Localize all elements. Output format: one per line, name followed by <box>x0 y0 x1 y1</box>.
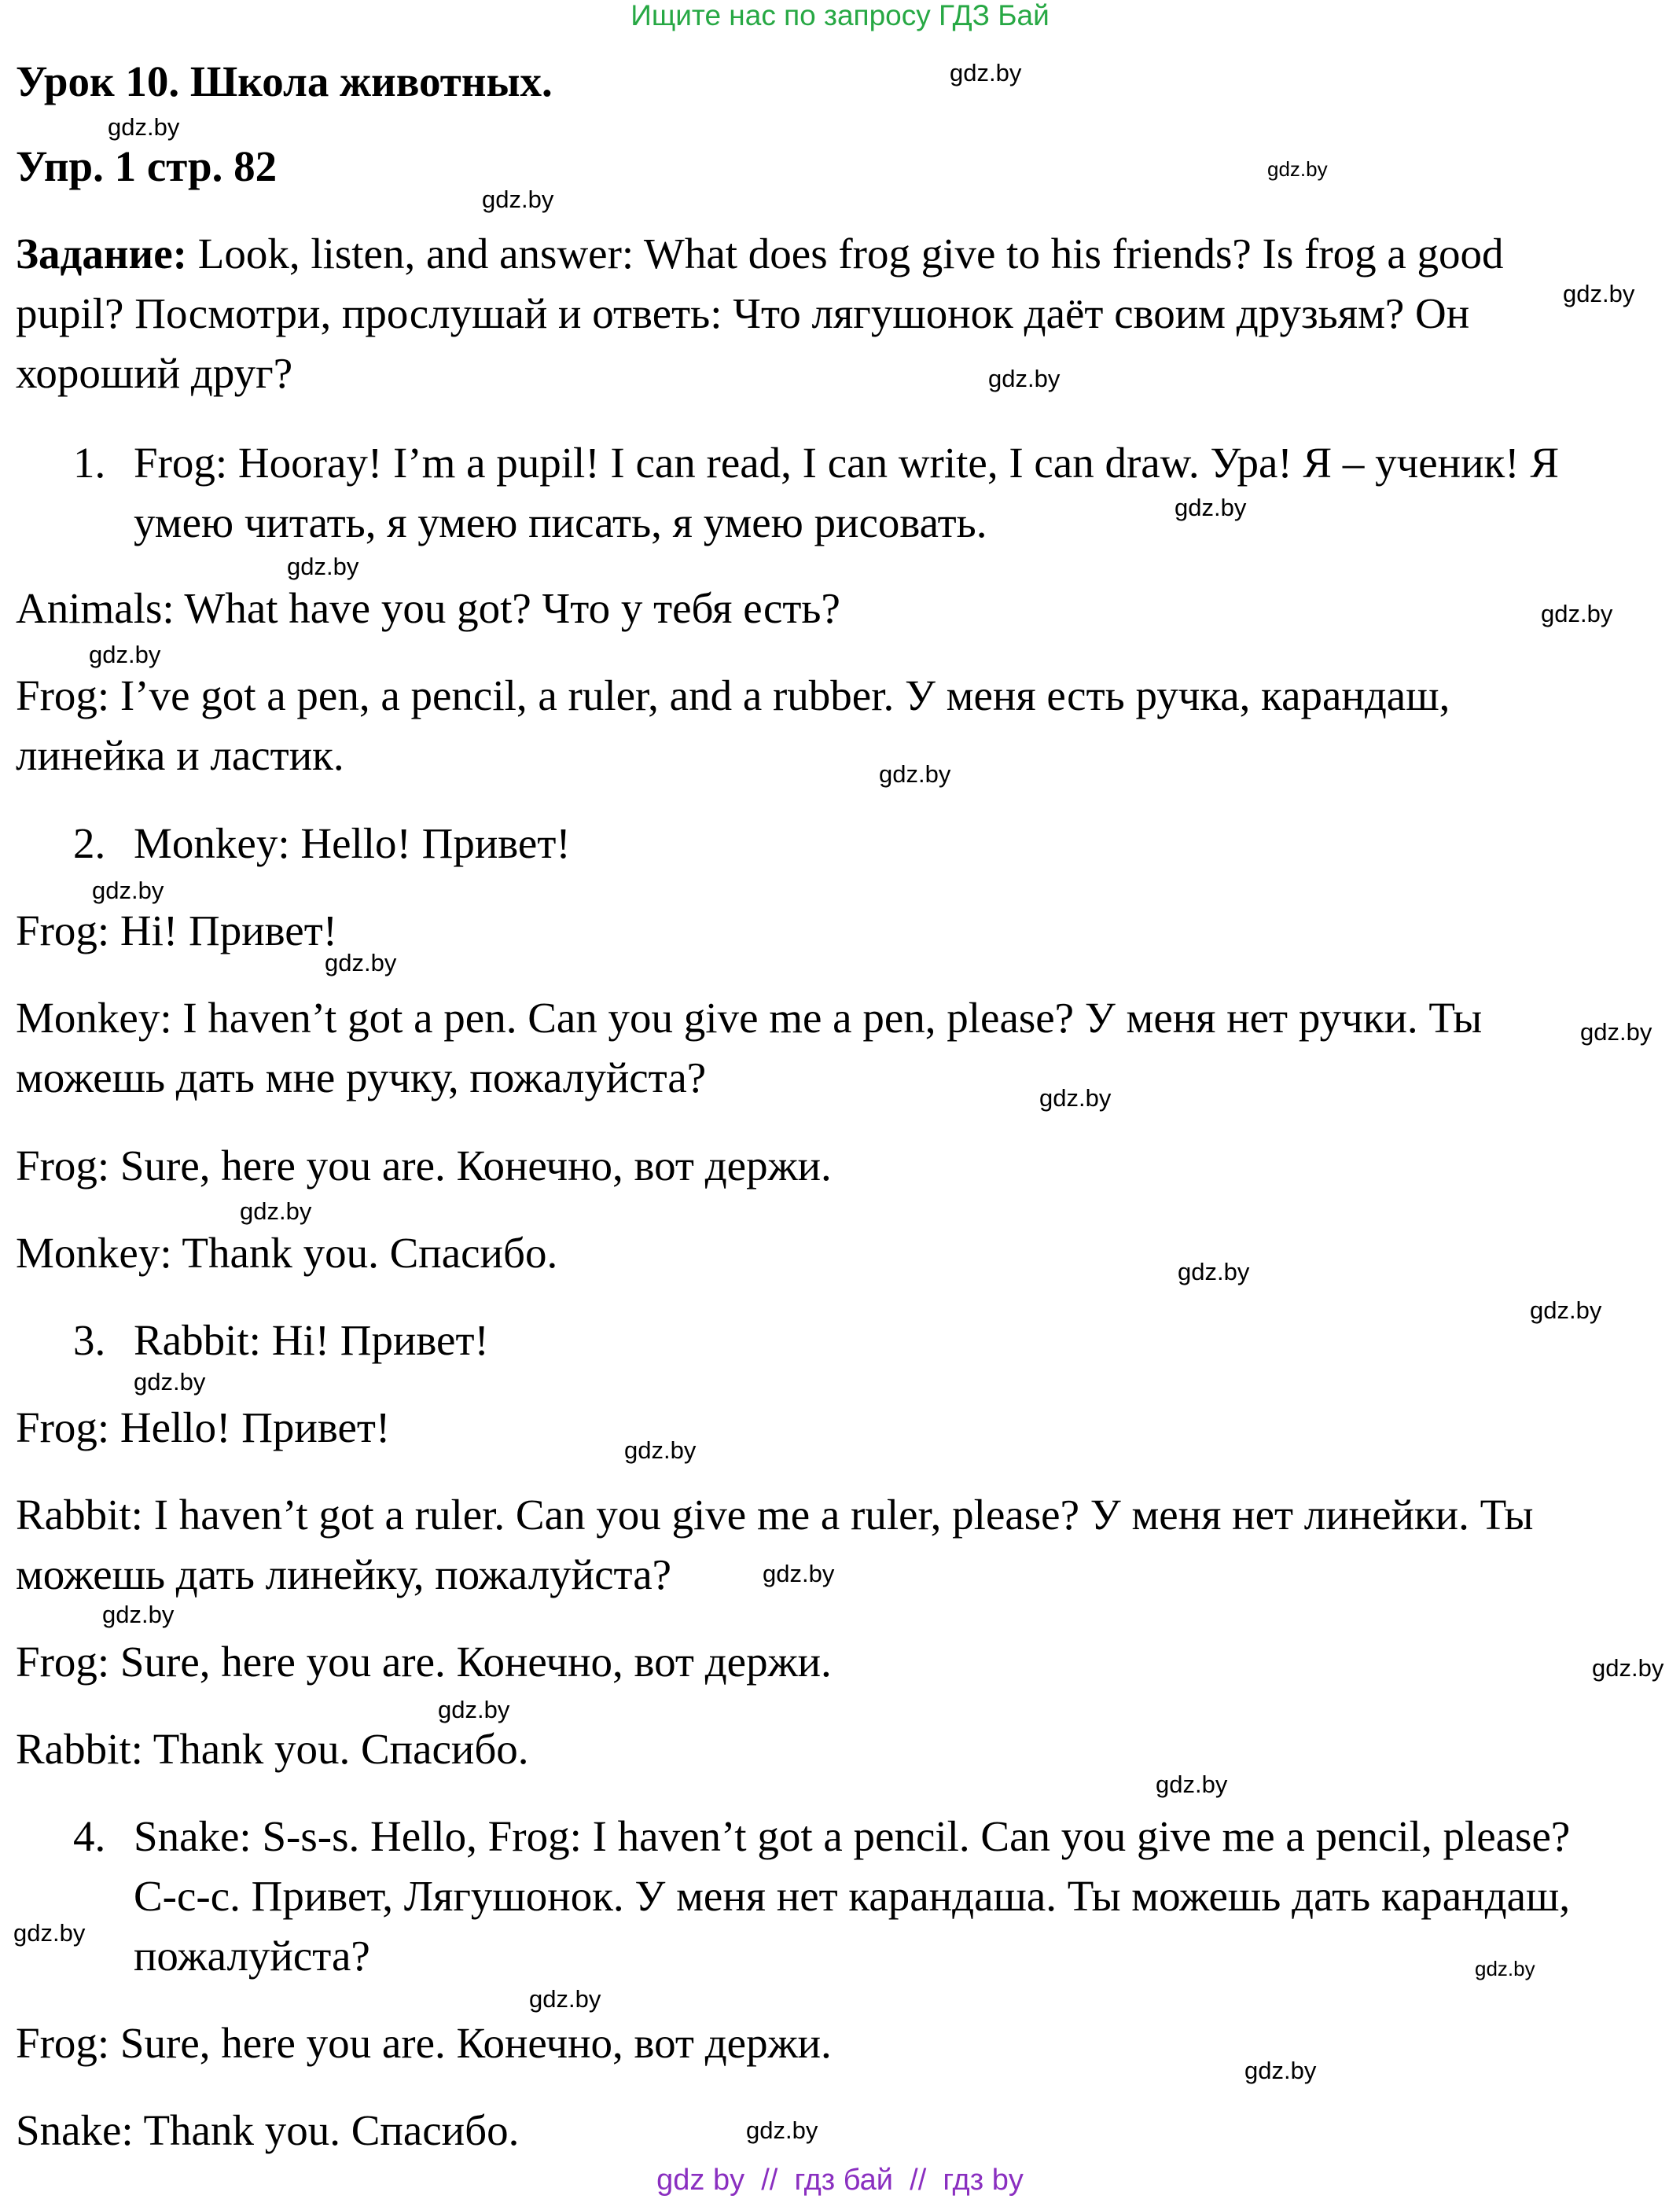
dialogue-number-1: 1. <box>73 439 106 487</box>
watermark: gdz.by <box>134 1368 206 1396</box>
dialogue-4-snake-line-3: пожалуйста? <box>134 1932 370 1980</box>
task-line-1 <box>16 229 1504 279</box>
dialogue-4-frog-give: Frog: Sure, here you are. Конечно, вот держи. <box>16 2019 832 2067</box>
watermark: gdz.by <box>108 113 180 141</box>
dialogue-1-frog-line-2: умею читать, я умею писать, я умею рисовать. <box>134 498 987 546</box>
watermark: gdz.by <box>92 877 164 904</box>
exercise-heading: Упр. 1 стр. 82 <box>16 142 278 190</box>
watermark: gdz.by <box>746 2116 818 2144</box>
watermark: gdz.by <box>13 1919 86 1947</box>
dialogue-2-monkey-request-line-2: можешь дать мне ручку, пожалуйста? <box>16 1054 707 1101</box>
lesson-title: Урок 10. Школа животных. <box>16 57 553 105</box>
watermark: gdz.by <box>950 59 1022 86</box>
watermark: gdz.by <box>1175 494 1247 521</box>
dialogue-3-frog-give: Frog: Sure, here you are. Конечно, вот держи. <box>16 1638 832 1686</box>
dialogue-4-snake-line-2: С-с-с. Привет, Лягушонок. У меня нет карандаша. Ты можешь дать карандаш, <box>134 1872 1571 1920</box>
watermark: gdz.by <box>1244 2057 1317 2084</box>
watermark: gdz.by <box>529 1985 601 2013</box>
dialogue-1-frog-line-1: Frog: Hooray! I’m a pupil! I can read, I can write, I can draw. Ура! Я – ученик! Я <box>134 439 1560 487</box>
watermark: gdz.by <box>1563 280 1635 307</box>
dialogue-2-monkey-request-line-1: Monkey: I haven’t got a pen. Can you give me a pen, please? У меня нет ручки. Ты <box>16 994 1483 1042</box>
watermark: gdz.by <box>1156 1771 1228 1798</box>
watermark: gdz.by <box>438 1696 510 1723</box>
dialogue-2-monkey-thanks: Monkey: Thank you. Спасибо. <box>16 1229 558 1277</box>
watermark: gdz.by <box>879 760 951 788</box>
watermark: gdz.by <box>1475 1957 1535 1980</box>
watermark: gdz.by <box>1267 157 1328 181</box>
bottom-banner-gdz-by: gdz by <box>656 2164 745 2197</box>
watermark: gdz.by <box>624 1436 697 1464</box>
watermark: gdz.by <box>102 1601 175 1628</box>
watermark: gdz.by <box>763 1560 835 1587</box>
dialogue-3-rabbit-request-line-1: Rabbit: I haven’t got a ruler. Can you give me a ruler, please? У меня нет линейки. Ты <box>16 1491 1534 1539</box>
dialogue-number-4: 4. <box>73 1812 106 1860</box>
dialogue-4-snake-thanks: Snake: Thank you. Спасибо. <box>16 2106 520 2154</box>
watermark: gdz.by <box>1592 1654 1664 1682</box>
dialogue-1-animals: Animals: What have you got? Что у тебя есть? <box>16 584 840 632</box>
task-line-2: pupil? Посмотри, прослушай и ответь: Что лягушонок даёт своим друзьям? Он <box>16 289 1470 337</box>
bottom-banner <box>0 2164 1680 2197</box>
bottom-banner-separator: // <box>893 2164 943 2197</box>
dialogue-3-frog: Frog: Hello! Привет! <box>16 1403 391 1451</box>
dialogue-3-rabbit-thanks: Rabbit: Thank you. Спасибо. <box>16 1725 529 1773</box>
watermark: gdz.by <box>988 365 1061 392</box>
watermark: gdz.by <box>1541 600 1613 627</box>
bottom-banner-separator: // <box>744 2164 795 2197</box>
dialogue-3-rabbit: Rabbit: Hi! Привет! <box>134 1316 489 1364</box>
watermark: gdz.by <box>287 553 359 580</box>
task-text-1: Look, listen, and answer: What does frog give to his friends? Is frog a good <box>186 230 1504 278</box>
task-line-3: хороший друг? <box>16 349 293 397</box>
bottom-banner-gdz-bai: гдз бай <box>794 2164 894 2197</box>
dialogue-1-frog-reply-line-1: Frog: I’ve got a pen, a pencil, a ruler, and a rubber. У меня есть ручка, карандаш, <box>16 671 1450 719</box>
top-banner: Ищите нас по запросу ГДЗ Бай <box>630 0 1050 31</box>
watermark: gdz.by <box>1178 1258 1250 1285</box>
dialogue-2-frog-give: Frog: Sure, here you are. Конечно, вот держи. <box>16 1142 832 1190</box>
watermark: gdz.by <box>482 186 554 213</box>
dialogue-4-snake-line-1: Snake: S-s-s. Hello, Frog: I haven’t got a pencil. Can you give me a pencil, please? <box>134 1812 1571 1860</box>
dialogue-3-rabbit-request-line-2: можешь дать линейку, пожалуйста? <box>16 1550 672 1598</box>
watermark: gdz.by <box>325 949 397 976</box>
dialogue-1-frog-reply-line-2: линейка и ластик. <box>16 731 344 779</box>
watermark: gdz.by <box>89 641 161 668</box>
bottom-banner-gdz-by-cyr: гдз by <box>943 2164 1024 2197</box>
dialogue-2-monkey: Monkey: Hello! Привет! <box>134 819 571 867</box>
dialogue-number-2: 2. <box>73 819 106 867</box>
dialogue-number-3: 3. <box>73 1316 106 1364</box>
watermark: gdz.by <box>1530 1296 1602 1324</box>
watermark: gdz.by <box>1580 1018 1652 1046</box>
watermark: gdz.by <box>1039 1084 1112 1112</box>
watermark: gdz.by <box>240 1197 312 1225</box>
dialogue-2-frog: Frog: Hi! Привет! <box>16 906 338 954</box>
task-label: Задание: <box>16 230 187 278</box>
